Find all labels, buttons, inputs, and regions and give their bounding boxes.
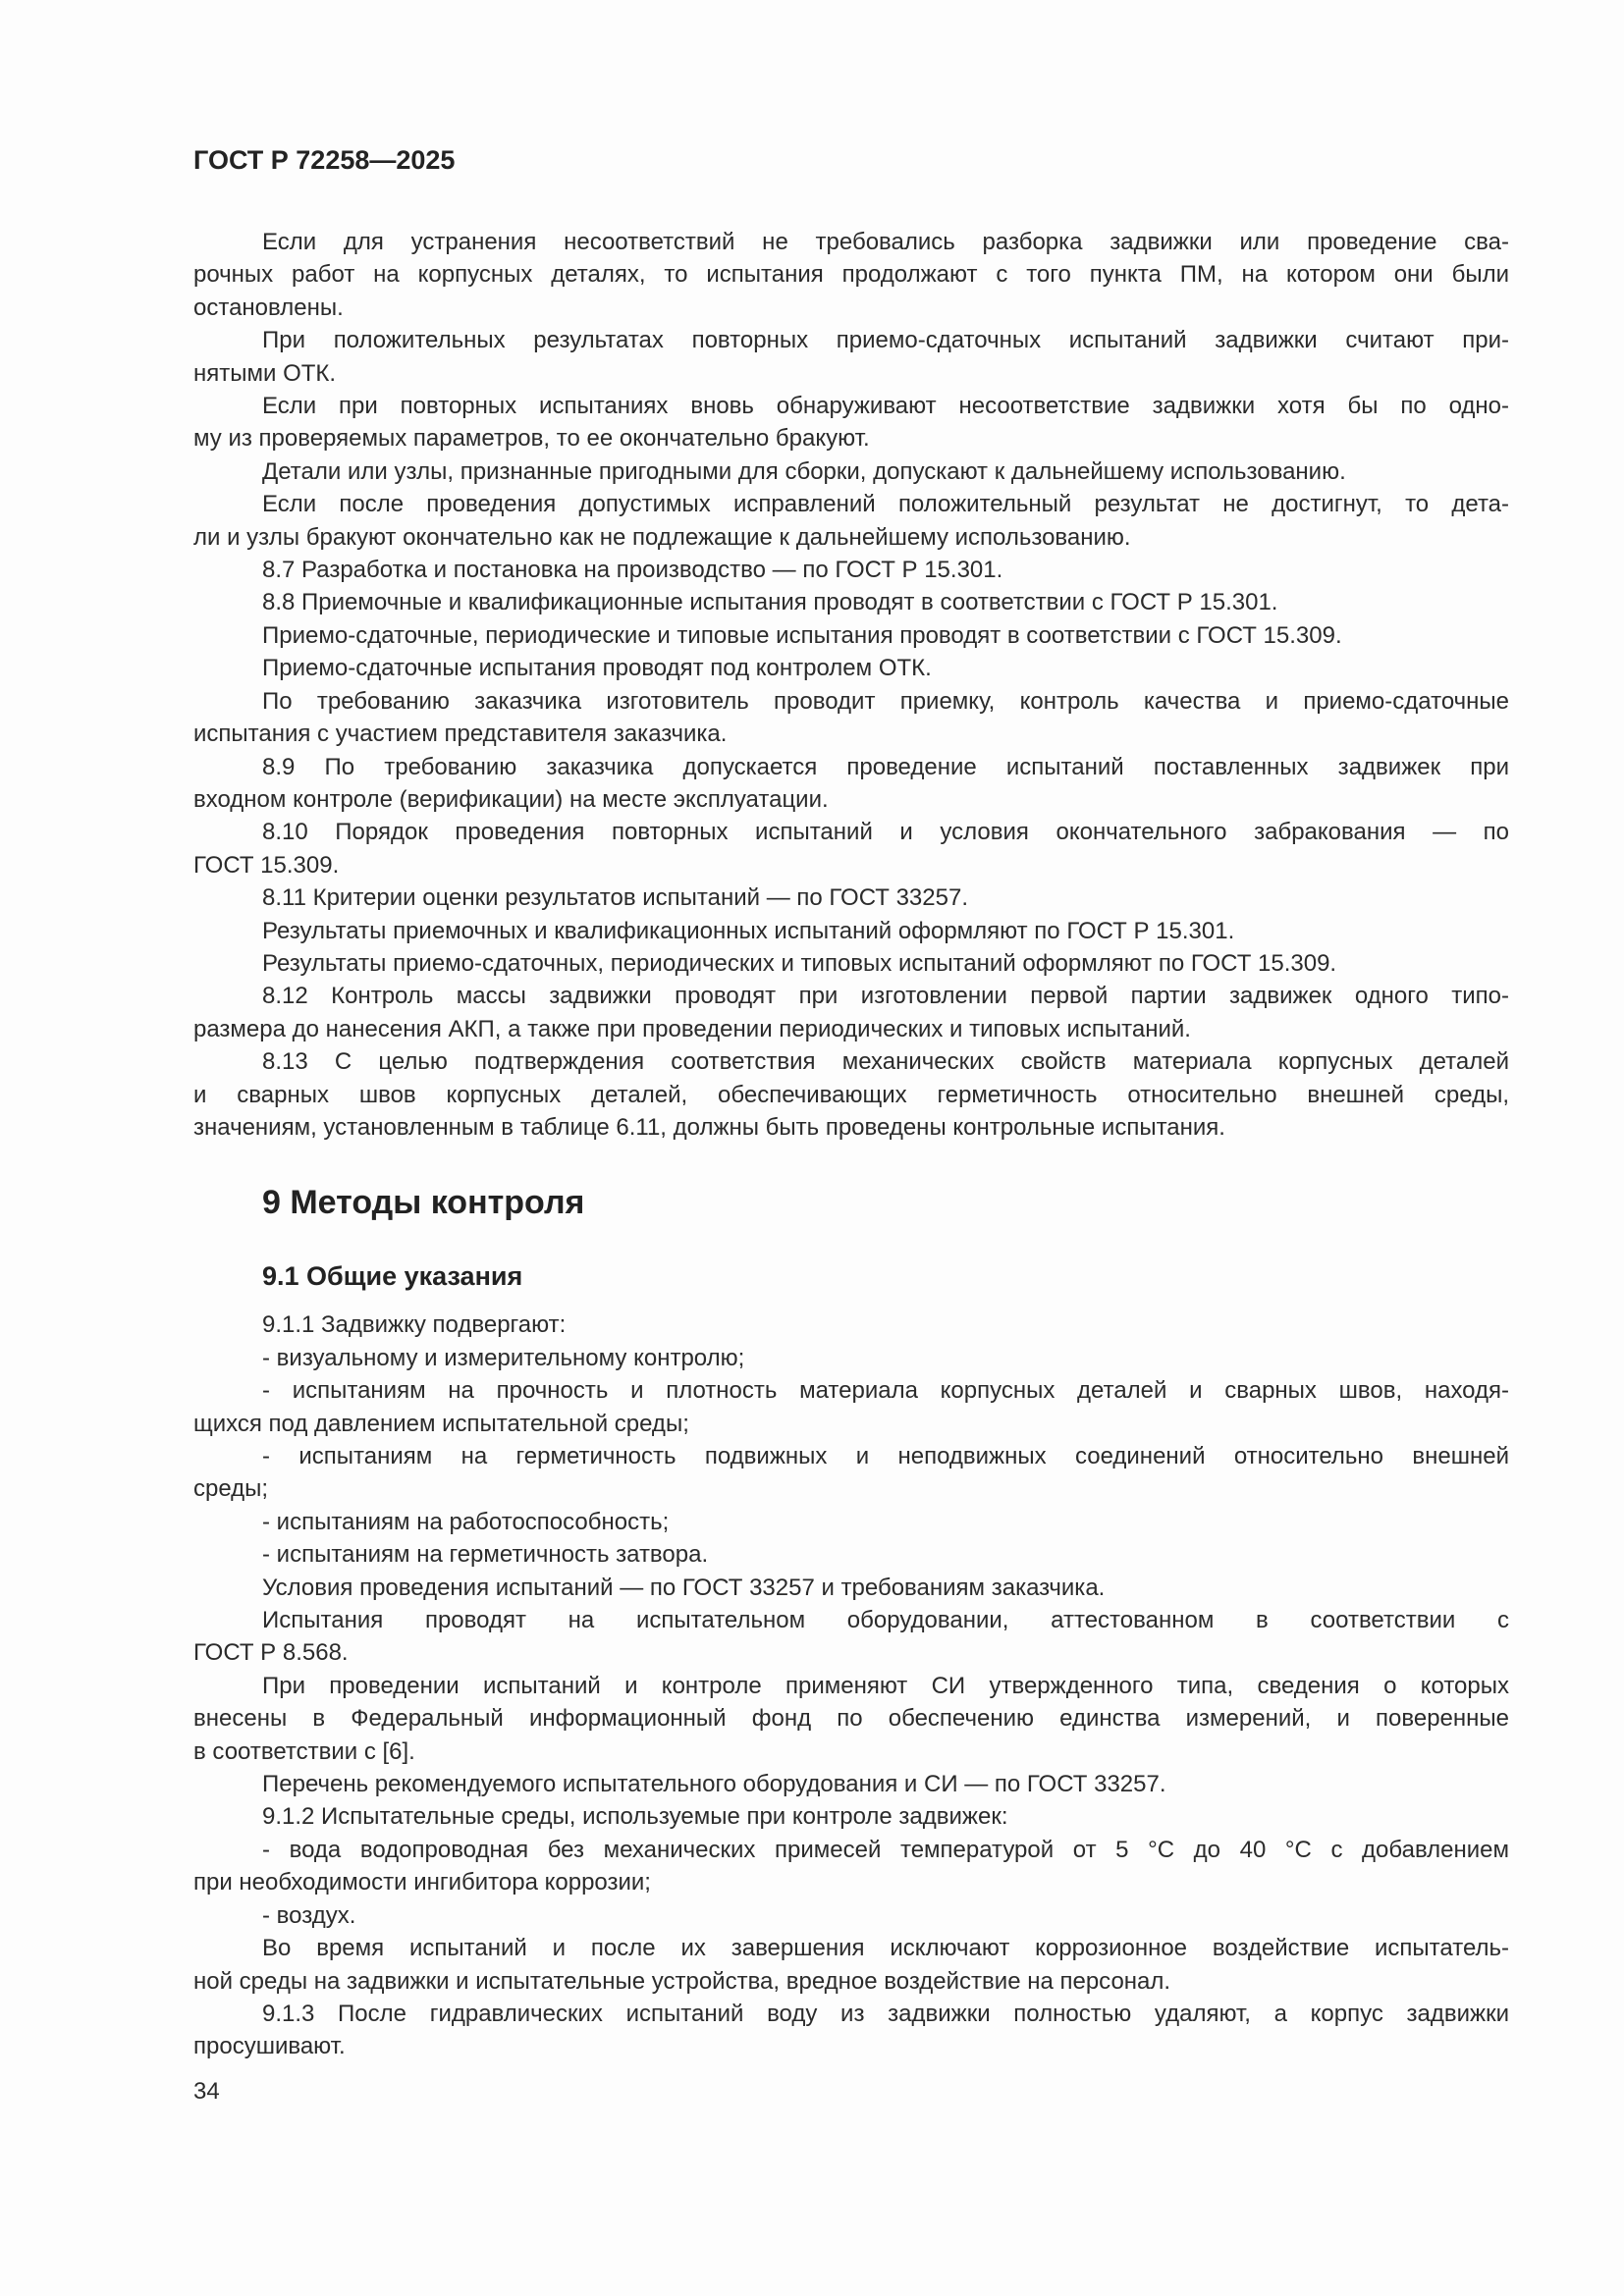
paragraph-line: ГОСТ Р 8.568. [193, 1639, 349, 1667]
paragraph-line: му из проверяемых параметров, то ее окончательно бракуют. [193, 425, 870, 453]
paragraph-line: щихся под давлением испытательной среды; [193, 1410, 689, 1437]
paragraph [193, 652, 1509, 684]
paragraph [193, 324, 1509, 390]
paragraph-line: при необходимости ингибитора коррозии; [193, 1869, 651, 1896]
paragraph [193, 586, 1509, 618]
paragraph-line: - испытаниям на герметичность затвора. [262, 1541, 709, 1569]
paragraph-line: Перечень рекомендуемого испытательного оборудования и СИ — по ГОСТ 33257. [262, 1771, 1166, 1798]
paragraph-line: 9.1.2 Испытательные среды, используемые при контроле задвижек: [262, 1803, 1008, 1831]
paragraph [193, 1768, 1509, 1800]
subsection-heading [193, 1258, 1509, 1294]
paragraph-line: и сварных швов корпусных деталей, обеспечивающих герметичность относительно внешней среды, [193, 1081, 1509, 1108]
paragraph-line: ли и узлы бракуют окончательно как не подлежащие к дальнейшему использованию. [193, 523, 1131, 551]
paragraph-line: ной среды на задвижки и испытательные устройства, вредное воздействие на персонал. [193, 1967, 1171, 1995]
paragraph-line: размера до нанесения АКП, а также при проведении периодических и типовых испытаний. [193, 1015, 1191, 1042]
paragraph [193, 1538, 1509, 1571]
paragraph [193, 1800, 1509, 1833]
paragraph-line: - испытаниям на прочность и плотность материала корпусных деталей и сварных швов, находя- [262, 1377, 1509, 1405]
paragraph [193, 915, 1509, 947]
paragraph [193, 1045, 1509, 1144]
heading-text: 9.1 Общие указания [262, 1261, 523, 1292]
paragraph-line: Если после проведения допустимых исправлений положительный результат не достигнут, то дета- [262, 491, 1509, 518]
paragraph-line: - воздух. [262, 1901, 356, 1929]
paragraph-line: ГОСТ 15.309. [193, 851, 340, 879]
paragraph-line: - визуальному и измерительному контролю; [262, 1344, 745, 1371]
paragraph-line: 8.11 Критерии оценки результатов испытаний — по ГОСТ 33257. [262, 884, 968, 912]
paragraph [193, 619, 1509, 652]
paragraph [193, 455, 1509, 488]
paragraph-line: 8.8 Приемочные и квалификационные испытания проводят в соответствии с ГОСТ Р 15.301. [262, 589, 1278, 616]
paragraph [193, 980, 1509, 1045]
paragraph [193, 1834, 1509, 1899]
paragraph [193, 390, 1509, 455]
paragraph-line: Результаты приемо-сдаточных, периодических и типовых испытаний оформляют по ГОСТ 15.309. [262, 949, 1337, 977]
paragraph-line: 8.9 По требованию заказчика допускается проведение испытаний поставленных задвижек при [262, 753, 1509, 780]
paragraph [193, 1374, 1509, 1440]
paragraph [193, 1670, 1509, 1768]
paragraph-line: входном контроле (верификации) на месте эксплуатации. [193, 785, 829, 813]
paragraph-line: Если при повторных испытаниях вновь обнаруживают несоответствие задвижки хотя бы по одно- [262, 393, 1509, 420]
paragraph-line: внесены в Федеральный информационный фонд по обеспечению единства измерений, и поверенные [193, 1705, 1509, 1733]
paragraph [193, 1932, 1509, 1998]
paragraph-line: Во время испытаний и после их завершения исключают коррозионное воздействие испытатель- [262, 1935, 1509, 1962]
paragraph-line: Испытания проводят на испытательном оборудовании, аттестованном в соответствии с [262, 1607, 1509, 1634]
paragraph-line: среды; [193, 1475, 269, 1503]
paragraph [193, 881, 1509, 914]
paragraph-line: Условия проведения испытаний — по ГОСТ 33257 и требованиям заказчика. [262, 1574, 1106, 1601]
paragraph-line: нятыми ОТК. [193, 359, 337, 387]
paragraph [193, 1899, 1509, 1932]
paragraph [193, 554, 1509, 586]
paragraph-line: 8.7 Разработка и постановка на производство — по ГОСТ Р 15.301. [262, 557, 1003, 584]
paragraph-line: испытания с участием представителя заказчика. [193, 721, 728, 748]
paragraph [193, 488, 1509, 554]
document-body [193, 226, 1509, 2063]
paragraph-line: - испытаниям на работоспособность; [262, 1508, 670, 1535]
paragraph-line: Если для устранения несоответствий не требовались разборка задвижки или проведение сва- [262, 229, 1509, 255]
paragraph-line: 8.10 Порядок проведения повторных испытаний и условия окончательного забракования — по [262, 819, 1509, 846]
paragraph-line: Детали или узлы, признанные пригодными для сборки, допускают к дальнейшему использованию. [262, 457, 1346, 485]
heading-text: 9 Методы контроля [262, 1184, 585, 1222]
paragraph [193, 1604, 1509, 1670]
document-header: ГОСТ Р 72258—2025 [193, 145, 456, 175]
paragraph [193, 1506, 1509, 1538]
paragraph-line: рочных работ на корпусных деталях, то испытания продолжают с того пункта ПМ, на котором они были [193, 261, 1509, 289]
paragraph [193, 947, 1509, 980]
paragraph [193, 1998, 1509, 2063]
paragraph-line: По требованию заказчика изготовитель проводит приемку, контроль качества и приемо-сдаточные [262, 687, 1509, 715]
paragraph-line: - вода водопроводная без механических примесей температурой от 5 °С до 40 °С с добавлением [262, 1836, 1509, 1863]
paragraph [193, 685, 1509, 751]
paragraph [193, 1308, 1509, 1341]
paragraph-line: Приемо-сдаточные, периодические и типовые испытания проводят в соответствии с ГОСТ 15.309. [262, 621, 1342, 649]
paragraph [193, 226, 1509, 324]
section-heading [193, 1181, 1509, 1224]
paragraph [193, 751, 1509, 817]
paragraph-line: 9.1.3 После гидравлических испытаний воду из задвижки полностью удаляют, а корпус задвижки [262, 2000, 1509, 2027]
page-number: 34 [193, 2077, 220, 2105]
paragraph-line: 8.13 С целью подтверждения соответствия механических свойств материала корпусных деталей [262, 1048, 1509, 1076]
paragraph [193, 1572, 1509, 1604]
paragraph-line: в соответствии с [6]. [193, 1737, 415, 1765]
paragraph-line: просушивают. [193, 2033, 346, 2060]
paragraph-line: Приемо-сдаточные испытания проводят под контролем ОТК. [262, 655, 932, 682]
paragraph [193, 1342, 1509, 1374]
paragraph-line: 9.1.1 Задвижку подвергают: [262, 1311, 567, 1339]
paragraph-line: При проведении испытаний и контроле применяют СИ утвержденного типа, сведения о которых [262, 1672, 1509, 1699]
paragraph-line: При положительных результатах повторных приемо-сдаточных испытаний задвижки считают при- [262, 327, 1509, 354]
paragraph [193, 1440, 1509, 1506]
paragraph [193, 816, 1509, 881]
paragraph-line: 8.12 Контроль массы задвижки проводят при изготовлении первой партии задвижек одного типо- [262, 983, 1509, 1010]
paragraph-line: Результаты приемочных и квалификационных испытаний оформляют по ГОСТ Р 15.301. [262, 917, 1235, 944]
paragraph-line: - испытаниям на герметичность подвижных и неподвижных соединений относительно внешней [262, 1443, 1509, 1469]
paragraph-line: значениям, установленным в таблице 6.11, должны быть проведены контрольные испытания. [193, 1113, 1225, 1141]
paragraph-line: остановлены. [193, 294, 344, 321]
